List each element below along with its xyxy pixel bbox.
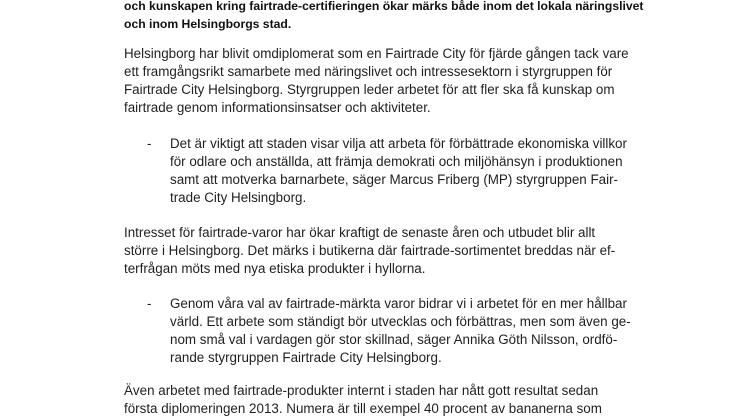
- quote-line: Det är viktigt att staden visar vilja att arbeta för förbättrade ekonomiska villkor: [170, 136, 627, 151]
- paragraph-line: fairtrade genom informationsinsatser och aktiviteter.: [124, 100, 431, 115]
- quote-line: nom små val i vardagen gör stor skillnad, säger Annika Göth Nilsson, ordfö-: [170, 332, 618, 347]
- body-paragraph-2: [124, 224, 684, 278]
- quote-line: trade City Helsingborg.: [170, 190, 307, 205]
- quote-line: samt att motverka barnarbete, säger Marcus Friberg (MP) styrgruppen Fair-: [170, 172, 618, 187]
- paragraph-line: ett framgångsrikt samarbete med näringslivet och intressesektorn i styrgruppen för: [124, 64, 613, 79]
- quote-block-2: [147, 295, 667, 367]
- lead-line: och kunskapen kring fairtrade-certifieringen ökar märks både inom det lokala näringslivet: [124, 0, 644, 13]
- paragraph-line: Fairtrade City Helsingborg. Styrgruppen leder arbetet för att fler ska få kunskap om: [124, 82, 615, 97]
- quote-line: värld. Ett arbete som ständigt bör utvecklas och förbättras, men som även ge-: [170, 314, 631, 329]
- quote-dash-marker: -: [147, 296, 152, 311]
- quote-line: Genom våra val av fairtrade-märkta varor bidrar vi i arbetet för en mer hållbar: [170, 296, 627, 311]
- paragraph-line: Även arbetet med fairtrade-produkter internt i staden har nått gott resultat sedan: [124, 383, 599, 398]
- quote-block-1: [147, 135, 667, 207]
- body-paragraph-1: [124, 45, 684, 117]
- body-paragraph-3: [124, 382, 684, 418]
- lead-line: och inom Helsingborgs stad.: [124, 17, 292, 31]
- lead-paragraph: [124, 0, 724, 33]
- paragraph-line: Helsingborg har blivit omdiplomerat som en Fairtrade City för fjärde gången tack vare: [124, 46, 629, 61]
- quote-line: för odlare och anställda, att främja demokrati och miljöhänsyn i produktionen: [170, 154, 623, 169]
- quote-line: rande styrgruppen Fairtrade City Helsingborg.: [170, 350, 442, 365]
- paragraph-line: terfrågan möts med nya etiska produkter i hyllorna.: [124, 261, 426, 276]
- quote-dash-marker: -: [147, 136, 152, 151]
- paragraph-line: första diplomeringen 2013. Numera är till exempel 40 procent av bananerna som: [124, 401, 602, 416]
- paragraph-line: Intresset för fairtrade-varor har ökar kraftigt de senaste åren och utbudet blir allt: [124, 225, 596, 240]
- paragraph-line: större i Helsingborg. Det märks i butikerna där fairtrade-sortimentet breddas när ef-: [124, 243, 616, 258]
